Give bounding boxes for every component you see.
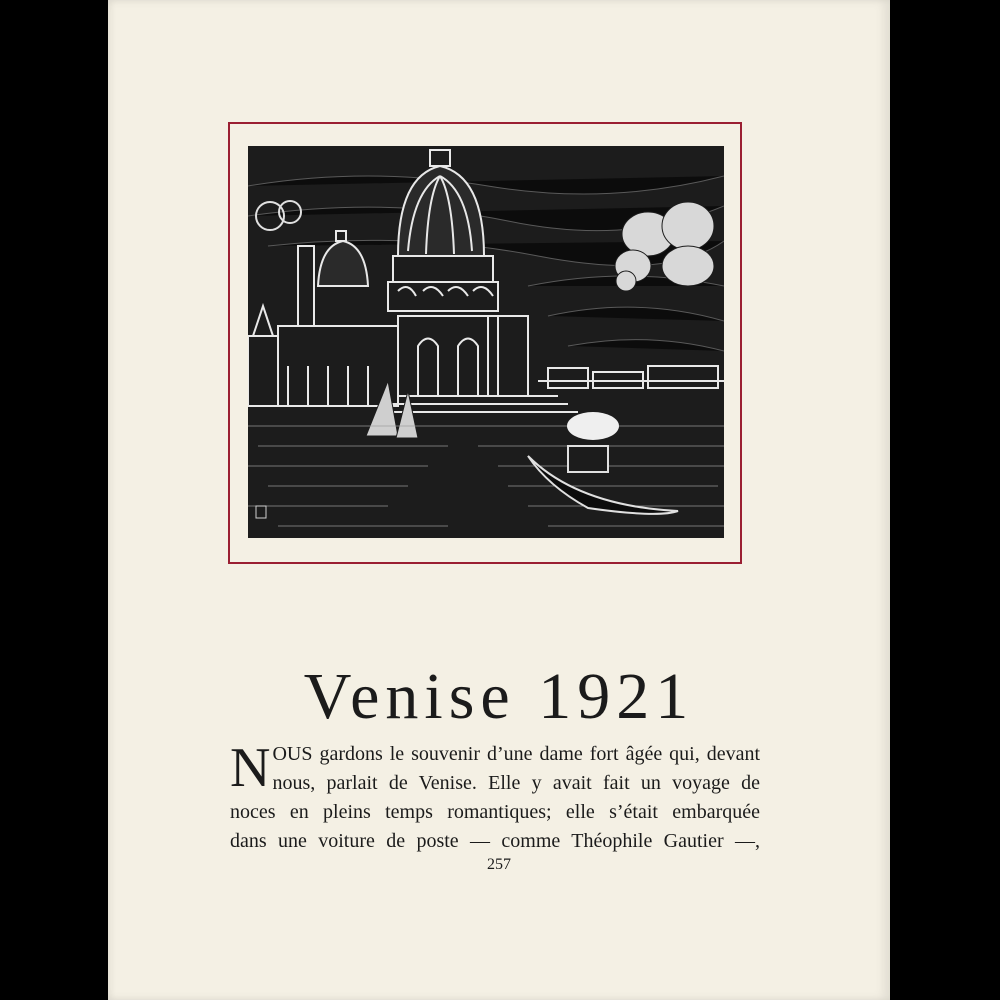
text-line-4: dans une voiture de poste — comme Théophile Gautier —, — [230, 830, 760, 852]
text-line-3: noces en pleins temps romantiques; elle s’était embarquée — [230, 801, 760, 823]
woodcut-illustration — [248, 146, 724, 538]
book-page — [108, 0, 890, 1000]
first-word-small-caps: OUS — [272, 743, 313, 765]
illustration-frame — [228, 122, 742, 564]
drop-cap: N — [230, 737, 271, 799]
text-line-2: nous, parlait de Venise. Elle y avait fait un voyage de — [272, 772, 760, 794]
page-number: 257 — [487, 856, 511, 873]
woodcut-image — [248, 146, 724, 538]
line-1-text: gardons le souvenir d’une dame fort âgée qui, devant — [319, 743, 760, 765]
body-paragraph — [230, 737, 760, 856]
chapter-title: Venise 1921 — [303, 660, 695, 734]
